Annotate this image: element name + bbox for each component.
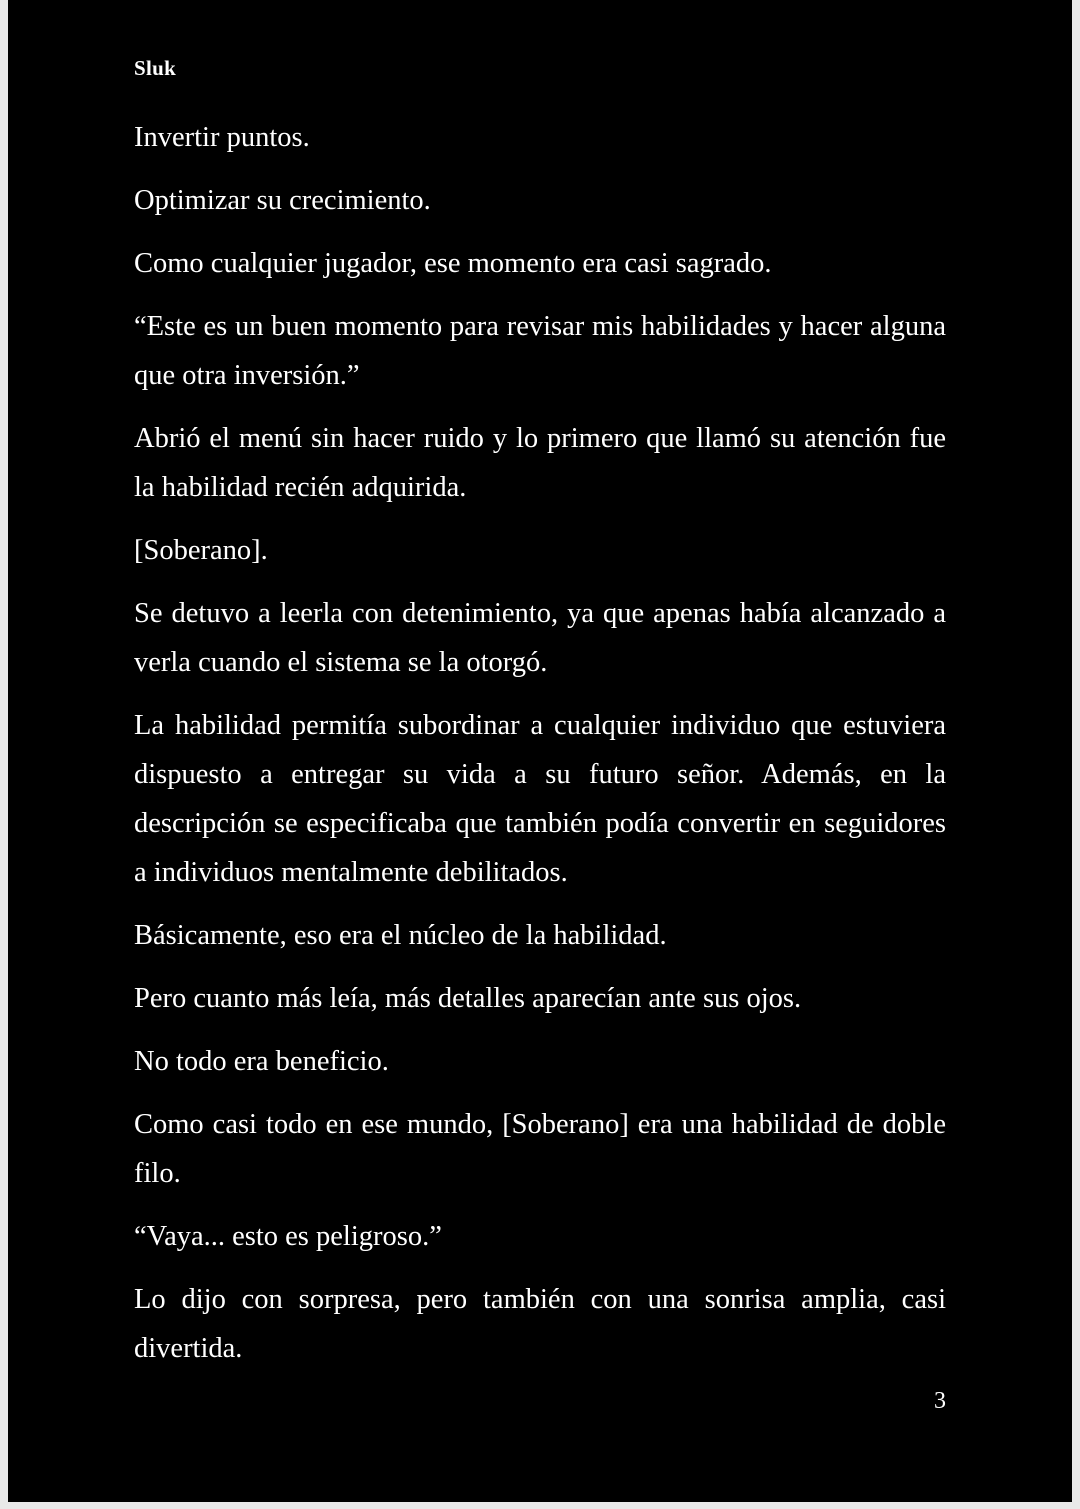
paragraph: Pero cuanto más leía, más detalles aparecían ante sus ojos.: [134, 983, 802, 1014]
paragraph: Lo dijo con sorpresa, pero también con una sonrisa amplia, casi divertida.: [134, 1284, 946, 1364]
paragraph: Se detuvo a leerla con detenimiento, ya que apenas había alcanzado a verla cuando el sistema se la otorgó.: [134, 598, 946, 678]
paragraph: “Este es un buen momento para revisar mis habilidades y hacer alguna que otra inversión.”: [134, 311, 946, 391]
body-text: [134, 113, 946, 1387]
paragraph: “Vaya... esto es peligroso.”: [134, 1221, 442, 1252]
paragraph: Como cualquier jugador, ese momento era casi sagrado.: [134, 248, 772, 279]
paragraph: Básicamente, eso era el núcleo de la habilidad.: [134, 920, 667, 951]
paragraph: No todo era beneficio.: [134, 1046, 389, 1077]
paragraph: Optimizar su crecimiento.: [134, 185, 431, 216]
paragraph: Como casi todo en ese mundo, [Soberano] era una habilidad de doble filo.: [134, 1109, 946, 1189]
paragraph: La habilidad permitía subordinar a cualquier individuo que estuviera dispuesto a entregar su vida a su futuro señor. Además, en la descripción se especificaba que también podía convertir en seguidores a individuos mentalmente debilitados.: [134, 710, 946, 888]
paragraph: Invertir puntos.: [134, 122, 310, 153]
paragraph: Abrió el menú sin hacer ruido y lo primero que llamó su atención fue la habilidad recién adquirida.: [134, 423, 946, 503]
page-number: 3: [934, 1388, 946, 1414]
running-header-author: Sluk: [134, 56, 177, 80]
document-page: [8, 0, 1072, 1502]
paragraph: [Soberano].: [134, 535, 268, 566]
